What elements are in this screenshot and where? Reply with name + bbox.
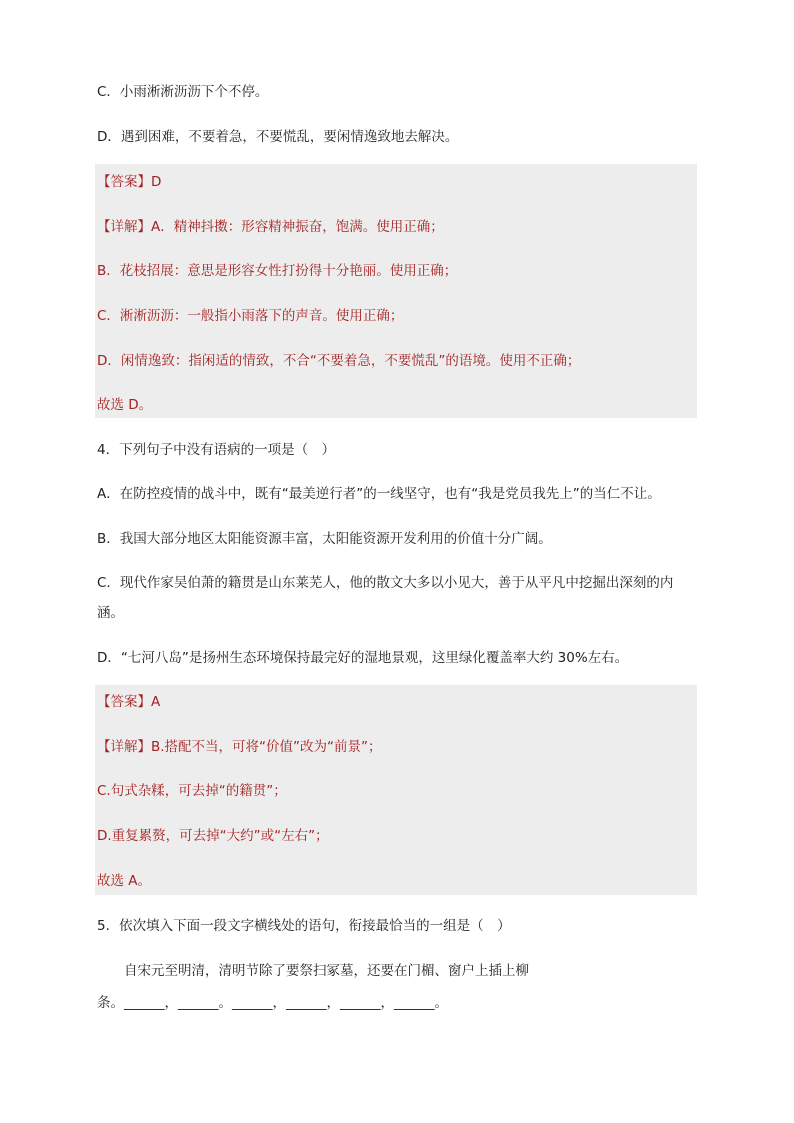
q4-option-b: B．我国大部分地区太阳能资源丰富，太阳能资源开发利用的价值十分广阔。	[97, 531, 552, 547]
q3-option-c: C．小雨淅淅沥沥下个不停。	[97, 84, 269, 100]
q3-detail-a: 【详解】A．精神抖擞：形容精神振奋，饱满。使用正确；	[97, 219, 444, 235]
q5-stem: 5．依次填入下面一段文字横线处的语句，衔接最恰当的一组是（ ）	[97, 918, 511, 934]
q5-passage: 自宋元至明清，清明节除了要祭扫冢墓，还要在门楣、窗户上插上柳	[124, 963, 529, 979]
q4-conclusion: 故选 A。	[97, 873, 152, 889]
q4-answer: 【答案】A	[97, 694, 161, 710]
q4-option-c: C．现代作家吴伯萧的籍贯是山东莱芜人，他的散文大多以小见大，善于从平凡中挖掘出深刻的内	[97, 575, 674, 591]
q4-detail-d: D.重复累赘，可去掉“大约”或“左右”；	[97, 828, 329, 844]
q4-option-a: A．在防控疫情的战斗中，既有“最美逆行者”的一线坚守，也有“我是党员我先上”的当仁不让。	[97, 486, 661, 502]
q4-detail-c: C.句式杂糅，可去掉“的籍贯”；	[97, 783, 287, 799]
q4-detail-b: 【详解】B.搭配不当，可将“价值”改为“前景”；	[97, 739, 382, 755]
q5-passage-blanks: 条。______，______。______，______，______，______。	[97, 995, 448, 1011]
q4-option-d: D．“七河八岛”是扬州生态环境保持最完好的湿地景观，这里绿化覆盖率大约 30%左右。	[97, 650, 629, 666]
q3-detail-c: C．淅淅沥沥：一般指小雨落下的声音。使用正确；	[97, 308, 404, 324]
q3-answer-panel	[95, 164, 697, 418]
q3-detail-d: D．闲情逸致：指闲适的情致，不合“不要着急，不要慌乱”的语境。使用不正确；	[97, 353, 581, 369]
q3-detail-b: B．花枝招展：意思是形容女性打扮得十分艳丽。使用正确；	[97, 263, 458, 279]
q4-option-c-continued: 涵。	[97, 605, 124, 621]
q3-answer: 【答案】D	[97, 174, 162, 190]
q3-conclusion: 故选 D。	[97, 397, 153, 413]
q3-option-d: D．遇到困难，不要着急，不要慌乱，要闲情逸致地去解决。	[97, 129, 459, 145]
q4-stem: 4．下列句子中没有语病的一项是（ ）	[97, 442, 336, 458]
